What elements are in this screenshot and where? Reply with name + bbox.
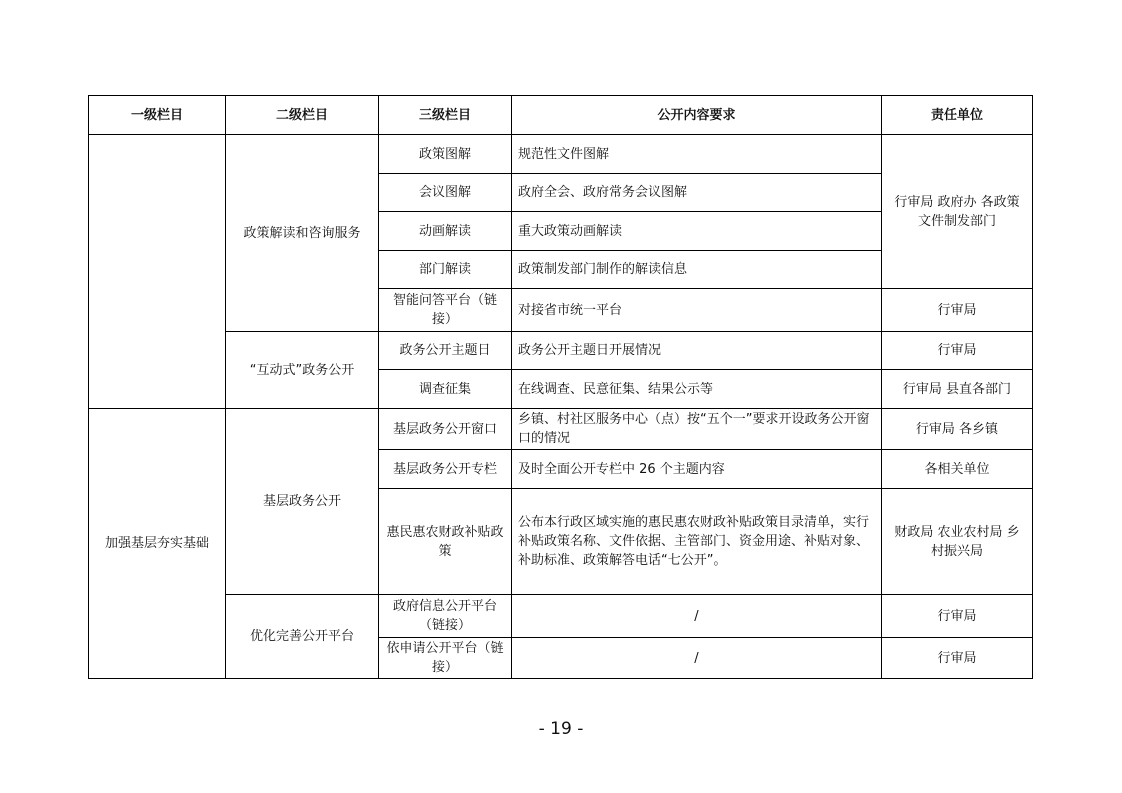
level2-cell: 政策解读和咨询服务 <box>226 135 379 332</box>
content-cell: 及时全面公开专栏中 26 个主题内容 <box>512 450 882 489</box>
level3-cell: 惠民惠农财政补贴政策 <box>379 489 512 595</box>
level2-cell: 基层政务公开 <box>226 409 379 595</box>
table-row <box>89 595 1033 638</box>
content-cell: 重大政策动画解读 <box>512 212 882 251</box>
level2-cell: “互动式”政务公开 <box>226 332 379 409</box>
content-cell: 规范性文件图解 <box>512 135 882 174</box>
unit-cell: 行审局 政府办 各政策文件制发部门 <box>882 135 1033 289</box>
unit-cell: 行审局 各乡镇 <box>882 409 1033 450</box>
level3-cell: 政策图解 <box>379 135 512 174</box>
content-cell: 乡镇、村社区服务中心（点）按“五个一”要求开设政务公开窗口的情况 <box>512 409 882 450</box>
unit-cell: 各相关单位 <box>882 450 1033 489</box>
unit-cell: 财政局 农业农村局 乡村振兴局 <box>882 489 1033 595</box>
level3-cell: 调查征集 <box>379 370 512 409</box>
content-cell: 政策制发部门制作的解读信息 <box>512 251 882 289</box>
table-row <box>89 409 1033 450</box>
unit-cell: 行审局 <box>882 595 1033 638</box>
content-cell: 政务公开主题日开展情况 <box>512 332 882 370</box>
unit-cell: 行审局 <box>882 332 1033 370</box>
content-cell: 公布本行政区域实施的惠民惠农财政补贴政策目录清单，实行补贴政策名称、文件依据、主管部门、资金用途、补贴对象、补助标准、政策解答电话“七公开”。 <box>512 489 882 595</box>
unit-cell: 行审局 县直各部门 <box>882 370 1033 409</box>
header-level3-column: 三级栏目 <box>379 96 512 135</box>
level3-cell: 依申请公开平台（链接） <box>379 638 512 679</box>
table-header-row <box>89 96 1033 135</box>
header-content-column: 公开内容要求 <box>512 96 882 135</box>
level3-cell: 部门解读 <box>379 251 512 289</box>
level2-cell: 优化完善公开平台 <box>226 595 379 679</box>
content-cell: / <box>512 638 882 679</box>
header-level1-column: 一级栏目 <box>89 96 226 135</box>
table-row <box>89 332 1033 370</box>
level3-cell: 政府信息公开平台（链接） <box>379 595 512 638</box>
level3-cell: 动画解读 <box>379 212 512 251</box>
content-cell: 在线调查、民意征集、结果公示等 <box>512 370 882 409</box>
level3-cell: 政务公开主题日 <box>379 332 512 370</box>
level3-cell: 基层政务公开专栏 <box>379 450 512 489</box>
level1-cell-empty <box>89 135 226 409</box>
policy-disclosure-table <box>88 95 1033 679</box>
level1-cell: 加强基层夯实基础 <box>89 409 226 679</box>
level3-cell: 基层政务公开窗口 <box>379 409 512 450</box>
header-level2-column: 二级栏目 <box>226 96 379 135</box>
content-cell: 政府全会、政府常务会议图解 <box>512 174 882 212</box>
page-number: - 19 - <box>538 719 584 739</box>
table-row <box>89 135 1033 174</box>
header-unit-column: 责任单位 <box>882 96 1033 135</box>
unit-cell: 行审局 <box>882 638 1033 679</box>
content-cell: 对接省市统一平台 <box>512 289 882 332</box>
level3-cell: 智能问答平台（链接） <box>379 289 512 332</box>
content-cell: / <box>512 595 882 638</box>
level3-cell: 会议图解 <box>379 174 512 212</box>
unit-cell: 行审局 <box>882 289 1033 332</box>
